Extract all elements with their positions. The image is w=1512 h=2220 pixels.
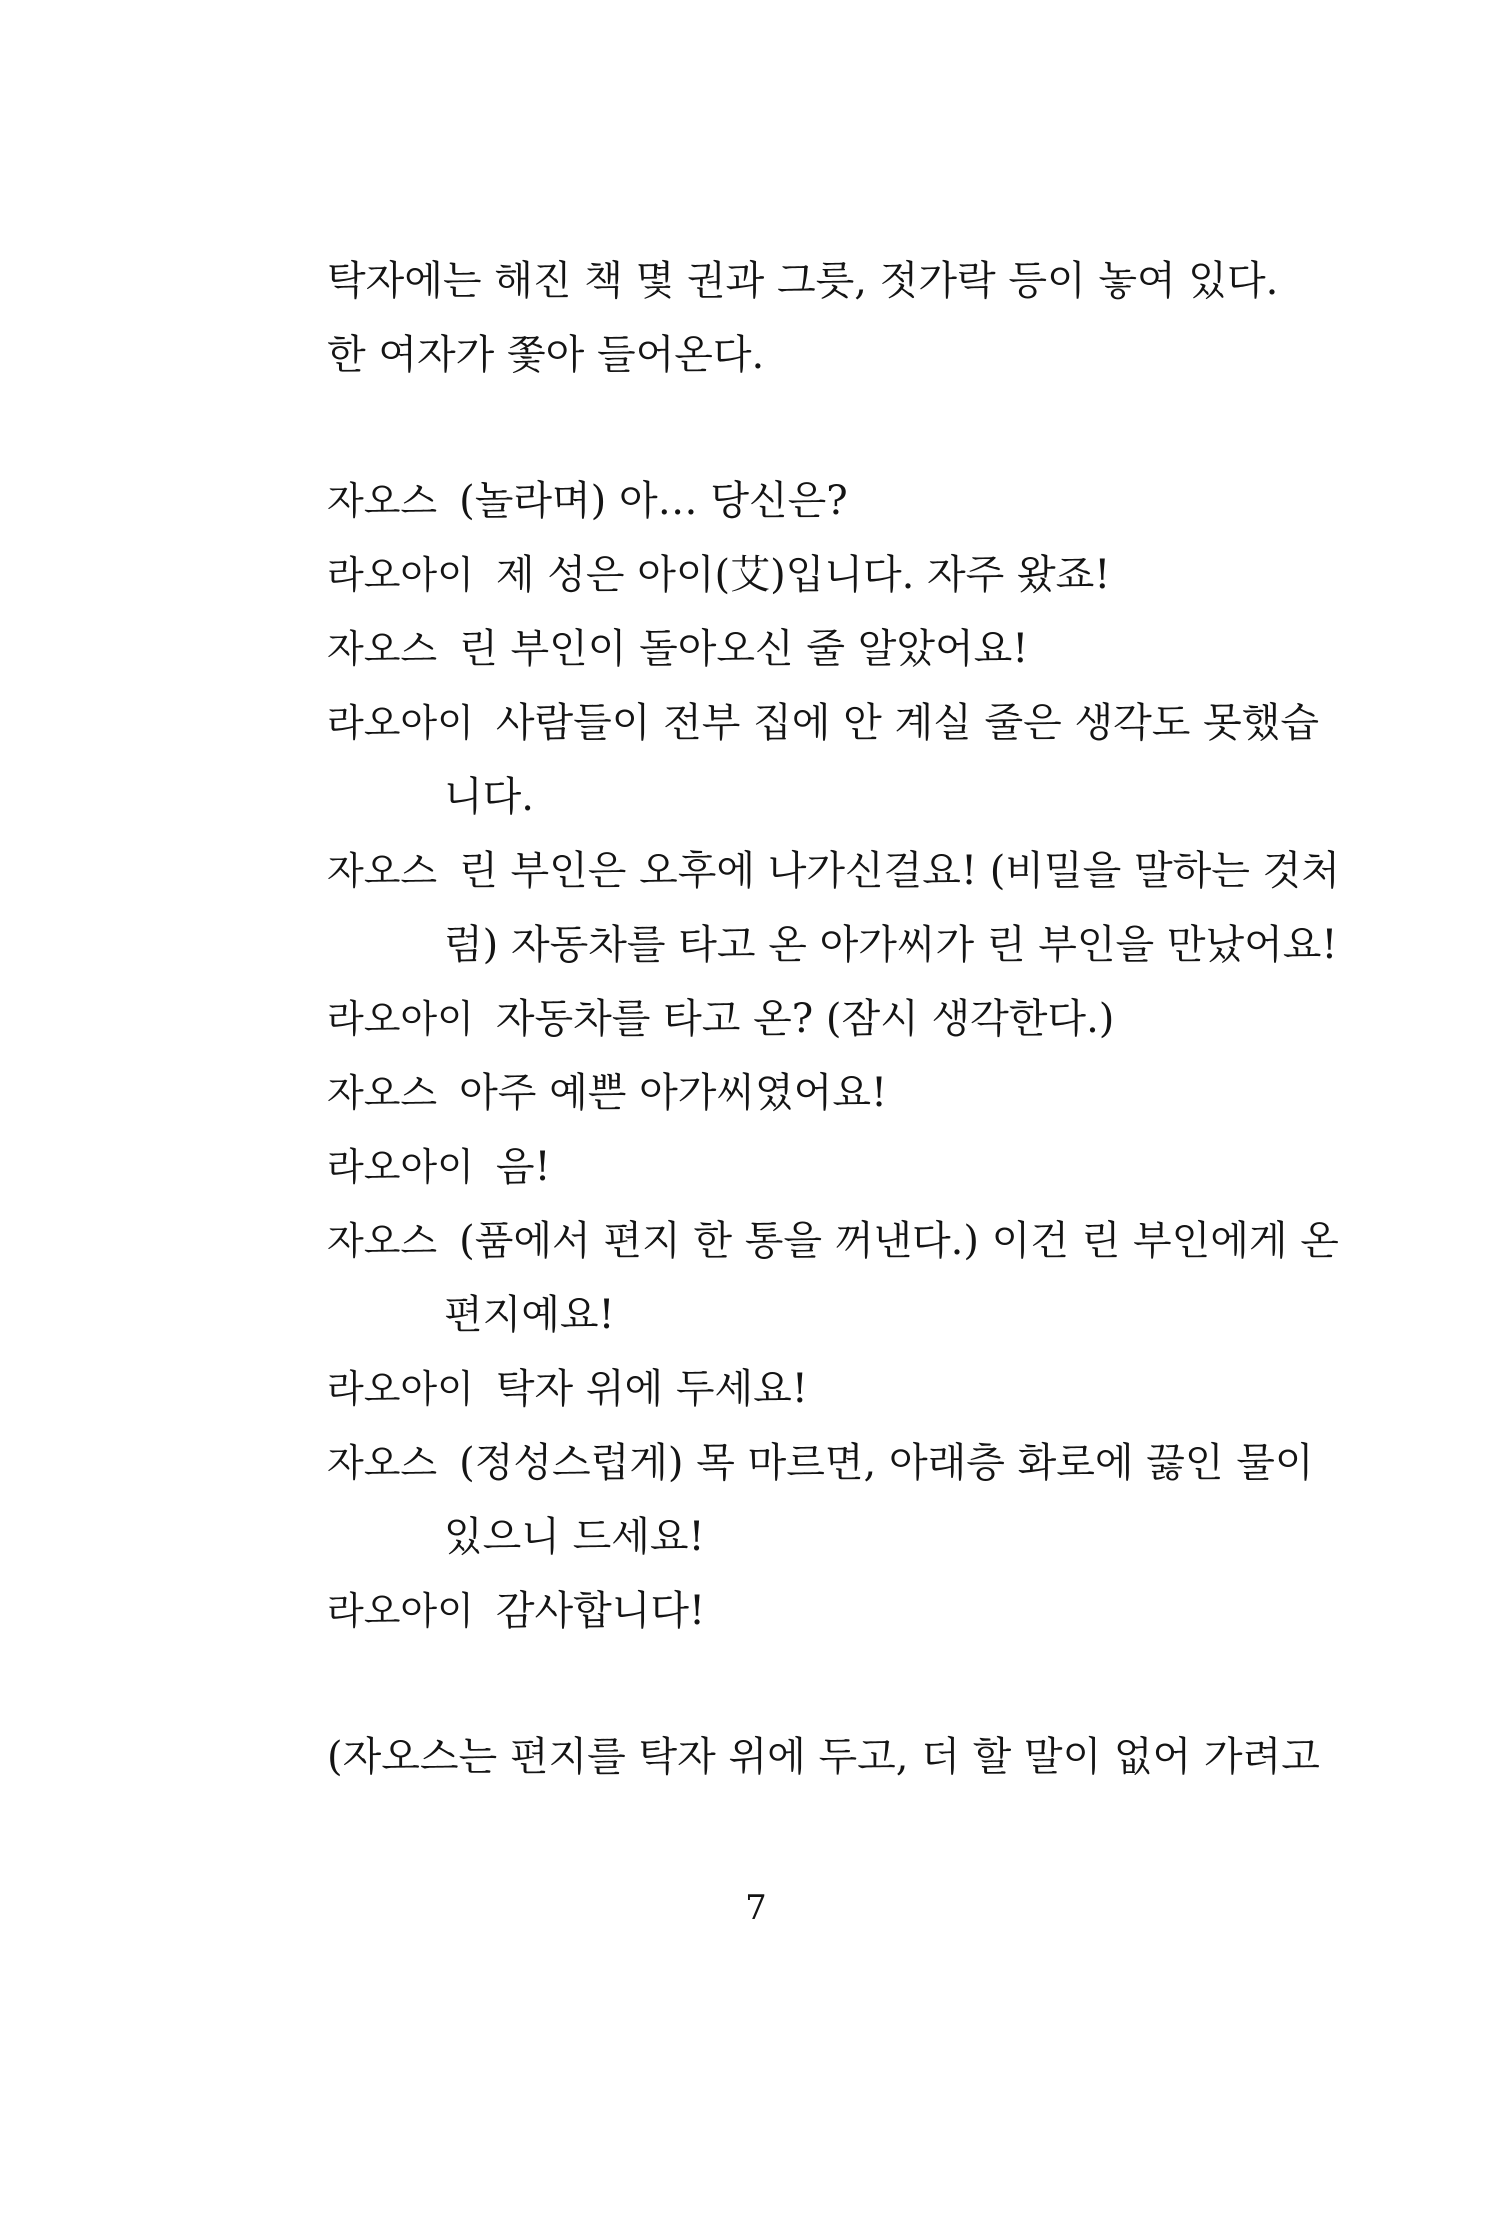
- dialogue-text: (품에서 편지 한 통을 꺼낸다.) 이건 린 부인에게 온: [459, 1218, 1339, 1264]
- dialogue-text: 음!: [495, 1144, 551, 1190]
- dialogue-line: [327, 1130, 1267, 1204]
- dialogue-line: [327, 1204, 1339, 1278]
- dialogue-block: [327, 464, 1340, 1648]
- dialogue-line: [327, 1056, 1267, 1130]
- dialogue-text: 탁자 위에 두세요!: [495, 1366, 808, 1412]
- speaker-name: 자오스: [327, 849, 438, 893]
- speaker-name: 라오아이: [327, 701, 474, 745]
- dialogue-line: [327, 538, 1267, 612]
- speaker-name: 라오아이: [327, 1589, 474, 1633]
- dialogue-text: 린 부인이 돌아오신 줄 알았어요!: [459, 626, 1029, 672]
- speaker-name: 라오아이: [327, 1367, 474, 1411]
- dialogue-line: [327, 982, 1267, 1056]
- dialogue-continuation: 니다.: [444, 774, 534, 820]
- dialogue-text: 린 부인은 오후에 나가신걸요! (비밀을 말하는 것처: [459, 848, 1340, 894]
- page-number: 7: [745, 1888, 767, 1928]
- stage-direction-line: 탁자에는 해진 책 몇 권과 그릇, 젓가락 등이 놓여 있다.: [327, 258, 1279, 304]
- dialogue-line: [327, 464, 1267, 538]
- dialogue-text: 자동차를 타고 온? (잠시 생각한다.): [495, 996, 1115, 1042]
- speaker-name: 자오스: [327, 479, 438, 523]
- dialogue-text: 제 성은 아이(艾)입니다. 자주 왔죠!: [495, 552, 1111, 598]
- speaker-name: 라오아이: [327, 997, 474, 1041]
- dialogue-line: [327, 686, 1320, 760]
- speaker-name: 라오아이: [327, 553, 474, 597]
- dialogue-text: (놀라며) 아… 당신은?: [459, 478, 848, 524]
- dialogue-text: 감사합니다!: [495, 1588, 706, 1634]
- dialogue-text: (정성스럽게) 목 마르면, 아래층 화로에 끓인 물이: [459, 1440, 1314, 1486]
- dialogue-text: 아주 예쁜 아가씨였어요!: [459, 1070, 888, 1116]
- dialogue-text: 사람들이 전부 집에 안 계실 줄은 생각도 못했습: [495, 700, 1320, 746]
- dialogue-line: [327, 1352, 1267, 1426]
- stage-direction-outro: [327, 1720, 1320, 1794]
- dialogue-line: [327, 612, 1267, 686]
- speaker-name: 자오스: [327, 1219, 438, 1263]
- dialogue-line: [327, 1574, 1267, 1648]
- stage-direction-line: (자오스는 편지를 탁자 위에 두고, 더 할 말이 없어 가려고: [327, 1734, 1320, 1780]
- speaker-name: 자오스: [327, 627, 438, 671]
- dialogue-line: [327, 834, 1340, 908]
- dialogue-continuation: 럼) 자동차를 타고 온 아가씨가 린 부인을 만났어요!: [444, 922, 1338, 968]
- dialogue-continuation: 있으니 드세요!: [444, 1514, 705, 1560]
- speaker-name: 자오스: [327, 1071, 438, 1115]
- stage-direction-intro: [327, 244, 1279, 392]
- dialogue-continuation: 편지예요!: [444, 1292, 615, 1338]
- speaker-name: 자오스: [327, 1441, 438, 1485]
- dialogue-line: [327, 1426, 1314, 1500]
- stage-direction-line: 한 여자가 쫓아 들어온다.: [327, 332, 765, 378]
- speaker-name: 라오아이: [327, 1145, 474, 1189]
